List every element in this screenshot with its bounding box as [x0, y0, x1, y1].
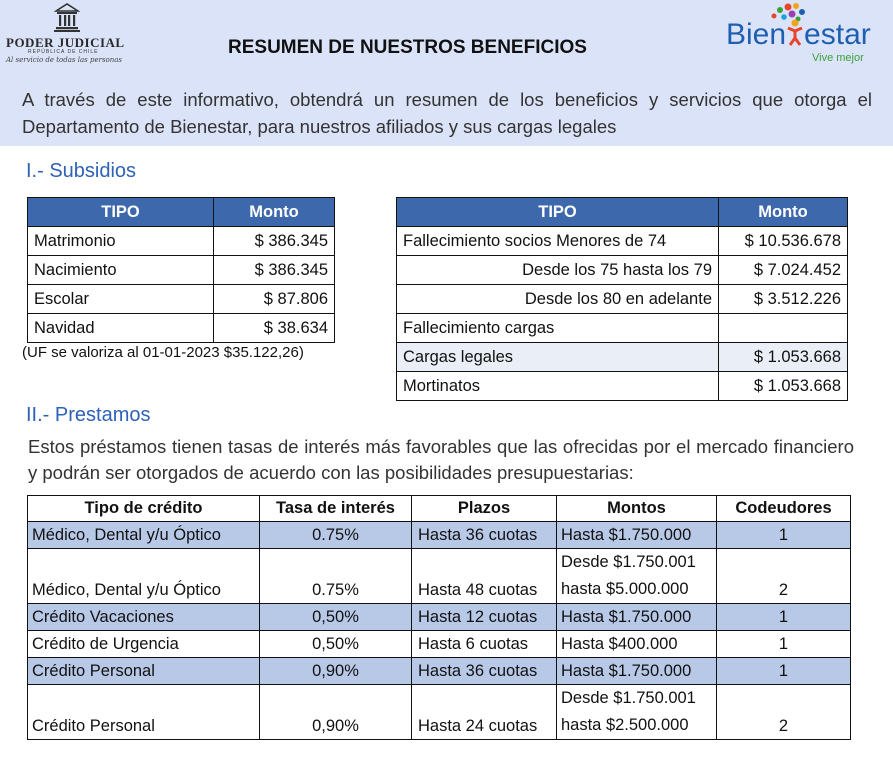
poder-judicial-title: PODER JUDICIAL — [6, 35, 125, 50]
table-header-row — [28, 496, 851, 522]
tasa-cell: 0.75% — [260, 549, 412, 604]
table-row — [28, 285, 335, 314]
monto-cell: $ 10.536.678 — [719, 227, 848, 256]
table-row — [397, 285, 848, 314]
bienestar-tagline: Vive mejor — [812, 52, 864, 64]
table-row — [397, 314, 848, 343]
column-header: Monto — [719, 198, 848, 227]
tipo-cell: Cargas legales — [397, 343, 719, 372]
subsidios-table-right — [396, 197, 848, 401]
plazo-cell: Hasta 12 cuotas — [412, 604, 557, 631]
intro-text: A través de este informativo, obtendrá un resumen de los beneficios y servicios que otorga el Departamento de Bienestar, para nuestros afiliados y sus cargas legales — [22, 89, 872, 137]
bienestar-brand-left: Bien — [726, 18, 787, 51]
tipo-cell: Crédito de Urgencia — [28, 631, 260, 658]
table-row — [28, 549, 851, 604]
tasa-cell: 0,90% — [260, 685, 412, 740]
table-row — [397, 227, 848, 256]
tipo-cell: Crédito Personal — [28, 658, 260, 685]
bienestar-logo — [722, 2, 882, 68]
column-header: Codeudores — [717, 496, 851, 522]
monto-cell: Hasta $1.750.000 — [557, 604, 717, 631]
table-row — [28, 522, 851, 549]
tasa-cell: 0,50% — [260, 604, 412, 631]
table-row — [28, 604, 851, 631]
prestamos-title: II.- Prestamos — [26, 404, 151, 426]
table-header-row — [397, 198, 848, 227]
codeudores-cell: 1 — [717, 522, 851, 549]
monto-line-2: hasta $2.500.000 — [561, 716, 689, 734]
monto-cell: Hasta $1.750.000 — [557, 522, 717, 549]
bienestar-wordmark — [726, 18, 871, 52]
poder-judicial-subtitle: REPÚBLICA DE CHILE — [28, 49, 99, 55]
tipo-cell: Navidad — [28, 314, 214, 343]
monto-cell: Hasta $400.000 — [557, 631, 717, 658]
column-header: Plazos — [412, 496, 557, 522]
subsidios-title: I.- Subsidios — [26, 160, 137, 182]
table-row — [28, 314, 335, 343]
tipo-cell: Crédito Vacaciones — [28, 604, 260, 631]
uf-note: (UF se valoriza al 01-01-2023 $35.122,26) — [22, 344, 304, 361]
poder-judicial-logo — [6, 2, 126, 70]
monto-line-2: hasta $5.000.000 — [561, 580, 689, 598]
monto-cell: $ 1.053.668 — [719, 343, 848, 372]
monto-cell: $ 87.806 — [214, 285, 335, 314]
monto-cell: $ 7.024.452 — [719, 256, 848, 285]
page-header — [0, 0, 893, 78]
plazo-cell: Hasta 36 cuotas — [412, 522, 557, 549]
column-header: TIPO — [397, 198, 719, 227]
monto-cell: $ 1.053.668 — [719, 372, 848, 401]
plazo-cell: Hasta 36 cuotas — [412, 658, 557, 685]
tipo-cell: Crédito Personal — [28, 685, 260, 740]
poder-judicial-slogan: Al servicio de todas las personas — [6, 56, 123, 64]
tipo-cell: Médico, Dental y/u Óptico — [28, 522, 260, 549]
tasa-cell: 0,90% — [260, 658, 412, 685]
table-row — [28, 227, 335, 256]
column-header: Tasa de interés — [260, 496, 412, 522]
monto-cell: $ 3.512.226 — [719, 285, 848, 314]
monto-cell — [557, 685, 717, 740]
table-row — [28, 685, 851, 740]
column-header: Tipo de crédito — [28, 496, 260, 522]
table-row — [28, 631, 851, 658]
codeudores-cell: 1 — [717, 658, 851, 685]
tasa-cell: 0,50% — [260, 631, 412, 658]
table-row — [397, 256, 848, 285]
prestamos-table — [27, 495, 851, 740]
tipo-cell: Matrimonio — [28, 227, 214, 256]
tipo-cell: Fallecimiento socios Menores de 74 — [397, 227, 719, 256]
monto-cell — [557, 549, 717, 604]
tipo-cell: Médico, Dental y/u Óptico — [28, 549, 260, 604]
table-header-row — [28, 198, 335, 227]
column-header: Montos — [557, 496, 717, 522]
monto-cell — [719, 314, 848, 343]
monto-cell: $ 386.345 — [214, 227, 335, 256]
person-figure-icon — [786, 18, 804, 46]
monto-cell: Hasta $1.750.000 — [557, 658, 717, 685]
monto-line-1: Desde $1.750.001 — [561, 553, 696, 571]
monto-line-1: Desde $1.750.001 — [561, 689, 696, 707]
tipo-cell: Desde los 80 en adelante — [397, 285, 719, 314]
column-header: Monto — [214, 198, 335, 227]
plazo-cell: Hasta 6 cuotas — [412, 631, 557, 658]
tasa-cell: 0.75% — [260, 522, 412, 549]
bienestar-brand-right: estar — [804, 18, 871, 51]
table-row — [397, 372, 848, 401]
codeudores-cell: 2 — [717, 685, 851, 740]
subsidios-table-left — [27, 197, 335, 343]
plazo-cell: Hasta 24 cuotas — [412, 685, 557, 740]
tipo-cell: Nacimiento — [28, 256, 214, 285]
monto-cell: $ 386.345 — [214, 256, 335, 285]
prestamos-description: Estos préstamos tienen tasas de interés más favorables que las ofrecidas por el mercado financiero y podrán ser otorgados de acuerdo con las posibilidades presupuestarias: — [28, 436, 854, 483]
courthouse-icon — [54, 2, 80, 32]
codeudores-cell: 1 — [717, 631, 851, 658]
column-header: TIPO — [28, 198, 214, 227]
table-row — [397, 343, 848, 372]
page-title: RESUMEN DE NUESTROS BENEFICIOS — [228, 37, 587, 58]
tipo-cell: Escolar — [28, 285, 214, 314]
monto-cell: $ 38.634 — [214, 314, 335, 343]
tipo-cell: Mortinatos — [397, 372, 719, 401]
table-row — [28, 658, 851, 685]
tipo-cell: Desde los 75 hasta los 79 — [397, 256, 719, 285]
codeudores-cell: 2 — [717, 549, 851, 604]
plazo-cell: Hasta 48 cuotas — [412, 549, 557, 604]
codeudores-cell: 1 — [717, 604, 851, 631]
tipo-cell: Fallecimiento cargas — [397, 314, 719, 343]
table-row — [28, 256, 335, 285]
